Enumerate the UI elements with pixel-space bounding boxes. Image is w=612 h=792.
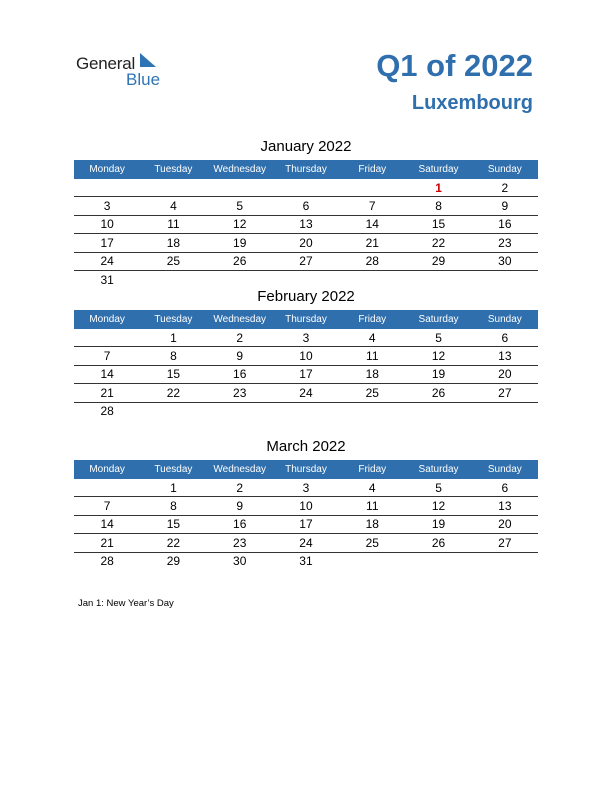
day-cell [273, 270, 339, 288]
day-cell [405, 552, 471, 570]
week-row [74, 384, 538, 402]
weekday-header: Monday [74, 310, 140, 329]
day-cell: 20 [472, 515, 538, 533]
day-cell: 19 [405, 515, 471, 533]
day-cell: 13 [273, 215, 339, 233]
day-cell: 30 [472, 252, 538, 270]
brand-logo [76, 50, 186, 90]
day-cell: 2 [472, 179, 538, 197]
day-cell: 25 [339, 534, 405, 552]
week-row [74, 270, 538, 288]
day-cell: 29 [166, 554, 181, 569]
day-cell: 1 [140, 329, 206, 347]
day-cell: 29 [405, 252, 471, 270]
day-cell: 16 [207, 515, 273, 533]
day-cell: 11 [339, 347, 405, 365]
week-row [74, 402, 538, 420]
day-cell: 4 [140, 197, 206, 215]
page-title: Q1 of 2022 [376, 48, 533, 83]
day-cell [472, 552, 538, 570]
week-row [74, 179, 538, 197]
weekday-header: Friday [339, 310, 405, 329]
day-cell: 24 [273, 384, 339, 402]
day-cell: 25 [339, 384, 405, 402]
weekday-header: Thursday [273, 460, 339, 479]
day-cell [273, 179, 339, 197]
weekday-header: Wednesday [207, 310, 273, 329]
week-row [74, 552, 538, 570]
day-cell: 27 [472, 534, 538, 552]
day-cell: 5 [405, 329, 471, 347]
day-cell: 27 [273, 252, 339, 270]
week-row [74, 197, 538, 215]
day-cell: 17 [273, 515, 339, 533]
day-cell: 20 [472, 365, 538, 383]
day-cell: 10 [74, 215, 140, 233]
day-cell: 7 [74, 347, 140, 365]
day-cell [273, 402, 339, 420]
day-cell [339, 270, 405, 288]
weekday-header: Tuesday [140, 310, 206, 329]
day-cell: 31 [100, 272, 114, 287]
weekday-header: Thursday [273, 160, 339, 179]
day-cell: 15 [140, 515, 206, 533]
day-cell [140, 179, 206, 197]
day-cell: 21 [74, 384, 140, 402]
day-cell: 5 [207, 197, 273, 215]
day-cell: 7 [74, 497, 140, 515]
day-cell [339, 179, 405, 197]
day-cell: 23 [207, 534, 273, 552]
day-cell [74, 329, 140, 347]
month-calendar-march [74, 437, 538, 570]
day-cell: 5 [405, 479, 471, 497]
week-row [74, 329, 538, 347]
week-row [74, 497, 538, 515]
month-calendar-january [74, 137, 538, 288]
day-cell: 23 [472, 234, 538, 252]
logo-text-blue: Blue [126, 70, 161, 89]
weekday-header: Sunday [472, 460, 538, 479]
day-cell: 10 [273, 497, 339, 515]
weekday-header: Friday [339, 460, 405, 479]
day-cell: 18 [339, 515, 405, 533]
logo-text-general: General [76, 54, 136, 73]
day-cell: 19 [405, 365, 471, 383]
day-cell: 21 [74, 534, 140, 552]
day-cell: 12 [405, 347, 471, 365]
day-cell [405, 402, 471, 420]
day-cell [405, 270, 471, 288]
day-cell [74, 479, 140, 497]
week-row [74, 365, 538, 383]
day-cell: 6 [273, 197, 339, 215]
day-cell [140, 270, 206, 288]
day-cell: 6 [472, 479, 538, 497]
day-cell: 20 [273, 234, 339, 252]
day-cell: 10 [273, 347, 339, 365]
day-cell: 30 [233, 554, 247, 569]
week-row [74, 515, 538, 533]
day-cell: 26 [405, 534, 471, 552]
weekday-header: Sunday [472, 310, 538, 329]
month-title: March 2022 [266, 438, 346, 455]
day-cell: 9 [472, 197, 538, 215]
day-cell: 28 [339, 252, 405, 270]
day-cell [207, 402, 273, 420]
day-cell: 6 [472, 329, 538, 347]
day-cell: 18 [140, 234, 206, 252]
weekday-header: Friday [339, 160, 405, 179]
weekday-header: Tuesday [140, 160, 206, 179]
day-cell: 19 [207, 234, 273, 252]
day-cell: 14 [74, 365, 140, 383]
month-title: January 2022 [260, 138, 352, 155]
country-name: Luxembourg [411, 92, 533, 114]
day-cell: 27 [472, 384, 538, 402]
day-cell: 16 [207, 365, 273, 383]
weekday-header: Thursday [273, 310, 339, 329]
day-cell: 11 [339, 497, 405, 515]
weekday-header: Saturday [405, 160, 471, 179]
weekday-header: Wednesday [207, 460, 273, 479]
weekday-header: Monday [74, 460, 140, 479]
day-cell: 13 [472, 347, 538, 365]
day-cell: 12 [207, 215, 273, 233]
day-cell: 8 [140, 347, 206, 365]
day-cell: 12 [405, 497, 471, 515]
day-cell: 15 [405, 215, 471, 233]
day-cell: 21 [339, 234, 405, 252]
weekday-header: Saturday [405, 460, 471, 479]
week-row [74, 215, 538, 233]
weekday-header: Tuesday [140, 460, 206, 479]
day-cell: 2 [207, 479, 273, 497]
weekday-header-row [74, 310, 538, 329]
week-row [74, 479, 538, 497]
week-row [74, 252, 538, 270]
day-cell: 25 [140, 252, 206, 270]
day-cell: 9 [207, 497, 273, 515]
holiday-notes [78, 598, 174, 609]
day-cell [339, 552, 405, 570]
day-cell: 16 [472, 215, 538, 233]
day-cell: 26 [207, 252, 273, 270]
day-cell: 8 [140, 497, 206, 515]
weekday-header-row [74, 460, 538, 479]
day-cell: 28 [100, 554, 114, 569]
weekday-header-row [74, 160, 538, 179]
weekday-header: Saturday [405, 310, 471, 329]
day-cell: 18 [339, 365, 405, 383]
day-cell: 1 [405, 179, 471, 197]
day-cell [472, 402, 538, 420]
day-cell: 7 [339, 197, 405, 215]
day-cell: 26 [405, 384, 471, 402]
week-row [74, 534, 538, 552]
day-cell: 11 [140, 215, 206, 233]
day-cell [140, 402, 206, 420]
day-cell [339, 402, 405, 420]
day-cell: 2 [207, 329, 273, 347]
day-cell: 4 [339, 329, 405, 347]
day-cell: 17 [273, 365, 339, 383]
day-cell [207, 270, 273, 288]
day-cell: 1 [140, 479, 206, 497]
day-cell: 17 [74, 234, 140, 252]
day-cell: 24 [74, 252, 140, 270]
calendar-table [74, 310, 538, 420]
day-cell: 3 [74, 197, 140, 215]
weekday-header: Wednesday [207, 160, 273, 179]
day-cell: 4 [339, 479, 405, 497]
calendar-table [74, 160, 538, 288]
logo-triangle-icon [140, 53, 156, 67]
weekday-header: Monday [74, 160, 140, 179]
day-cell: 13 [472, 497, 538, 515]
day-cell: 22 [405, 234, 471, 252]
day-cell: 23 [207, 384, 273, 402]
day-cell: 22 [140, 534, 206, 552]
week-row [74, 347, 538, 365]
day-cell: 3 [273, 479, 339, 497]
month-title: February 2022 [257, 288, 355, 305]
day-cell: 14 [74, 515, 140, 533]
day-cell: 31 [299, 554, 313, 569]
day-cell: 22 [140, 384, 206, 402]
day-cell: 28 [100, 404, 114, 419]
day-cell [472, 270, 538, 288]
day-cell: 3 [273, 329, 339, 347]
day-cell: 24 [273, 534, 339, 552]
day-cell: 14 [339, 215, 405, 233]
day-cell [74, 179, 140, 197]
day-cell: 9 [207, 347, 273, 365]
day-cell: 8 [405, 197, 471, 215]
month-calendar-february [74, 287, 538, 420]
week-row [74, 234, 538, 252]
day-cell: 15 [140, 365, 206, 383]
calendar-table [74, 460, 538, 570]
weekday-header: Sunday [472, 160, 538, 179]
day-cell [207, 179, 273, 197]
holiday-note: Jan 1: New Year’s Day [78, 598, 174, 609]
